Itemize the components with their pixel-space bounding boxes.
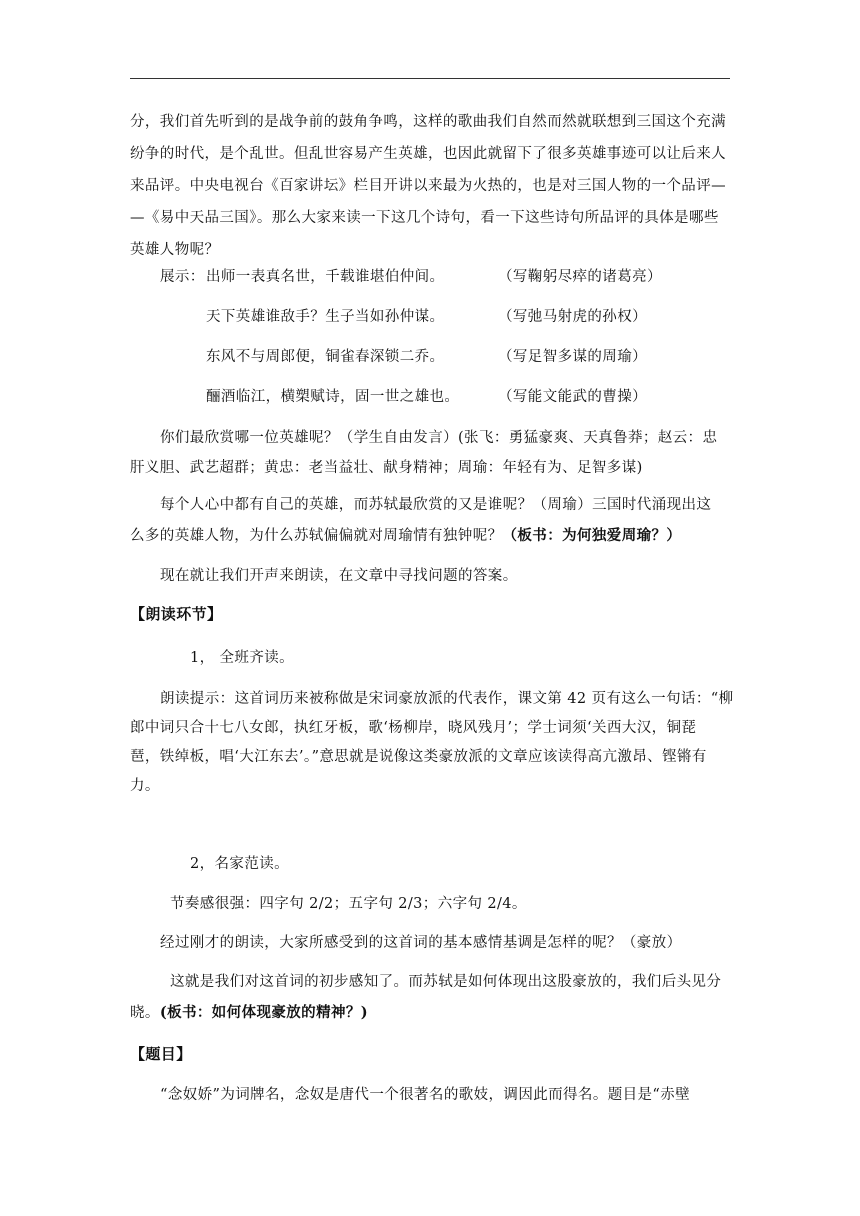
header-rule bbox=[130, 78, 730, 79]
body-line: 来品评。中央电视台《百家讲坛》栏目开讲以来最为火热的，也是对三国人物的一个品评— bbox=[130, 178, 726, 194]
body-line: 经过刚才的朗读，大家所感受到的这首词的基本感情基调是怎样的呢？（豪放） bbox=[160, 935, 682, 951]
body-line: 琶，铁绰板，唱‘大江东去’。”意思就是说像这类豪放派的文章应该读得高亢激昂、铿锵有 bbox=[130, 749, 707, 765]
body-line: 这就是我们对这首词的初步感知了。而苏轼是如何体现出这股豪放的，我们后头见分 bbox=[170, 974, 722, 990]
body-line: 每个人心中都有自己的英雄，而苏轼最欣赏的又是谁呢？（周瑜）三国时代涌现出这 bbox=[160, 497, 712, 513]
poem-note: （写足智多谋的周瑜） bbox=[498, 349, 647, 365]
body-line: 力。 bbox=[130, 778, 160, 794]
poem-note: （写鞠躬尽瘁的诸葛亮） bbox=[498, 269, 662, 285]
step-item: 2，名家范读。 bbox=[190, 856, 290, 872]
poem-note: （写能文能武的曹操） bbox=[498, 389, 647, 405]
body-line: 朗读提示：这首词历来被称做是宋词豪放派的代表作，课文第 42 页有这么一句话：“柳 bbox=[160, 691, 734, 707]
poem-note: （写弛马射虎的孙权） bbox=[498, 309, 647, 325]
body-line: 纷争的时代，是个乱世。但乱世容易产生英雄，也因此就留下了很多英雄事迹可以让后来人 bbox=[130, 146, 726, 162]
board-note: (板书：如何体现豪放的精神？) bbox=[159, 1004, 369, 1021]
body-line: 英雄人物呢？ bbox=[130, 242, 220, 258]
body-text: 么多的英雄人物，为什么苏轼偏偏就对周瑜情有独钟呢？ bbox=[130, 528, 503, 544]
body-line: 郎中词只合十七八女郎，执红牙板，歌‘杨柳岸，晓风残月’；学士词须‘关西大汉，铜琵 bbox=[130, 720, 697, 736]
body-line: 现在就让我们开声来朗读，在文章中寻找问题的答案。 bbox=[160, 568, 518, 584]
body-line: 肝义胆、武艺超群；黄忠：老当益壮、献身精神；周瑜：年轻有为、足智多谋) bbox=[130, 460, 643, 476]
step-item: 1， 全班齐读。 bbox=[190, 650, 295, 666]
board-note: （板书：为何独爱周瑜？） bbox=[502, 527, 682, 544]
section-heading-reading: 【朗读环节】 bbox=[130, 605, 223, 623]
body-line: 节奏感很强：四字句 2/2；五字句 2/3；六字句 2/4。 bbox=[170, 896, 527, 912]
poem-verse: 酾酒临江，横槊赋诗，固一世之雄也。 bbox=[206, 389, 460, 405]
body-line: “念奴娇”为词牌名，念奴是唐代一个很著名的歌妓，调因此而得名。题目是“赤壁 bbox=[160, 1087, 691, 1103]
poem-verse: 出师一表真名世，千载谁堪伯仲间。 bbox=[206, 269, 445, 285]
show-label: 展示： bbox=[160, 269, 205, 285]
poem-verse: 东风不与周郎便，铜雀春深锁二乔。 bbox=[206, 349, 445, 365]
body-line bbox=[130, 1003, 368, 1023]
body-text: 晓。 bbox=[130, 1005, 160, 1021]
body-line: 分，我们首先听到的是战争前的鼓角争鸣，这样的歌曲我们自然而然就联想到三国这个充满 bbox=[130, 114, 726, 130]
body-line: 你们最欣赏哪一位英雄呢？（学生自由发言）(张飞：勇猛豪爽、天真鲁莽；赵云：忠 bbox=[160, 430, 718, 446]
body-line bbox=[130, 526, 681, 546]
body-line: —《易中天品三国》。那么大家来读一下这几个诗句，看一下这些诗句所品评的具体是哪些 bbox=[130, 210, 719, 226]
section-heading-title: 【题目】 bbox=[130, 1045, 192, 1063]
poem-verse: 天下英雄谁敌手？生子当如孙仲谋。 bbox=[206, 309, 445, 325]
